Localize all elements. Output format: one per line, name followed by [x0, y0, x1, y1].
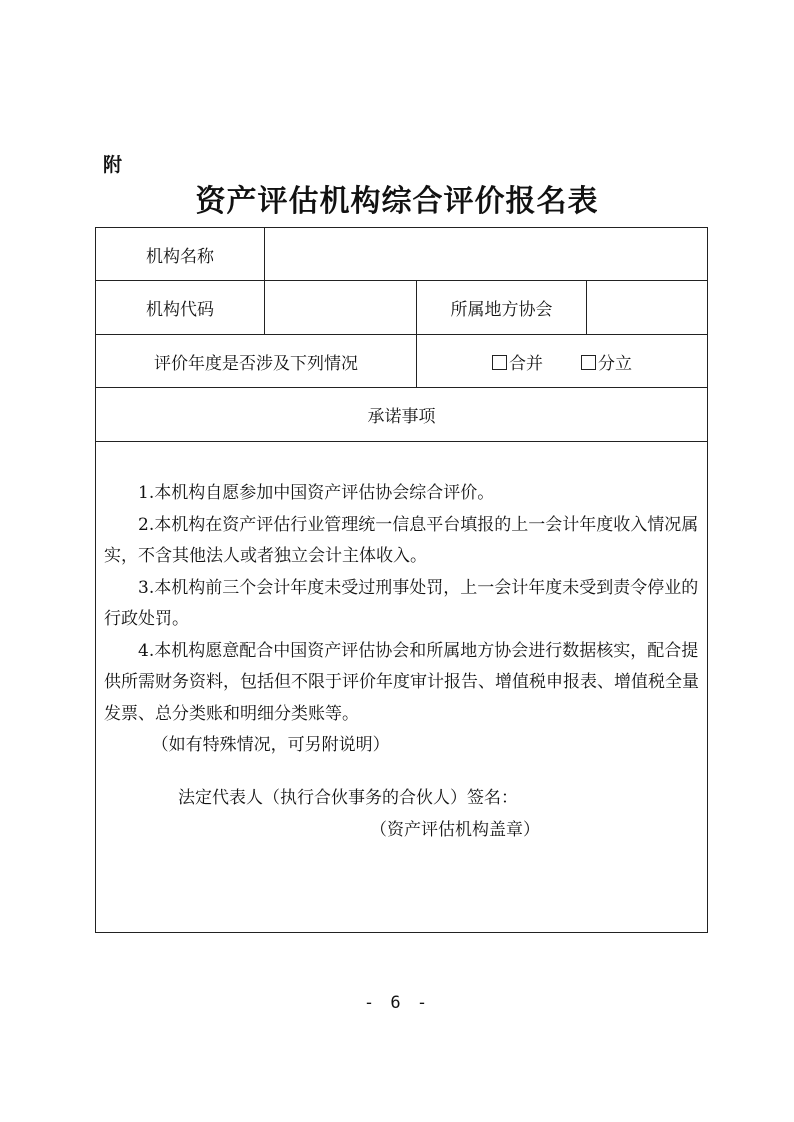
- change-situation-label: 评价年度是否涉及下列情况: [96, 335, 417, 388]
- local-association-label: 所属地方协会: [417, 281, 587, 335]
- checkbox-icon[interactable]: [581, 355, 596, 370]
- org-code-label: 机构代码: [96, 281, 265, 335]
- split-label: 分立: [598, 353, 632, 374]
- org-name-field[interactable]: [265, 228, 708, 281]
- form-title: 资产评估机构综合评价报名表: [195, 184, 599, 219]
- change-options: [417, 335, 708, 388]
- pledge-note: （如有特殊情况，可另附说明）: [151, 735, 390, 755]
- pledge-item-1: 1.本机构自愿参加中国资产评估协会综合评价。: [138, 483, 495, 503]
- signature-line: 法定代表人（执行合伙事务的合伙人）签名：: [178, 787, 518, 808]
- pledge-item-3: 3.本机构前三个会计年度未受过刑事处罚，上一会计年度未受到责令停业的行政处罚。: [104, 577, 699, 629]
- pledge-content: [96, 442, 708, 933]
- org-name-label: 机构名称: [96, 228, 265, 281]
- local-association-field[interactable]: [587, 281, 708, 335]
- merge-label: 合并: [509, 353, 543, 374]
- merge-option[interactable]: [492, 349, 543, 374]
- split-option[interactable]: [581, 349, 632, 374]
- page-number: - 6 -: [363, 993, 431, 1013]
- pledge-header: 承诺事项: [96, 388, 708, 442]
- pledge-item-4: 4.本机构愿意配合中国资产评估协会和所属地方协会进行数据核实，配合提供所需财务资料，包括但不限于评价年度审计报告、增值税申报表、增值税全量发票、总分类账和明细分类账等。: [104, 640, 699, 724]
- pledge-item-2: 2.本机构在资产评估行业管理统一信息平台填报的上一会计年度收入情况属实，不含其他法人或者独立会计主体收入。: [104, 514, 699, 566]
- org-code-field[interactable]: [265, 281, 417, 335]
- attachment-label: 附: [103, 154, 123, 176]
- checkbox-icon[interactable]: [492, 355, 507, 370]
- registration-form: [95, 227, 708, 933]
- seal-line: （资产评估机构盖章）: [370, 819, 540, 840]
